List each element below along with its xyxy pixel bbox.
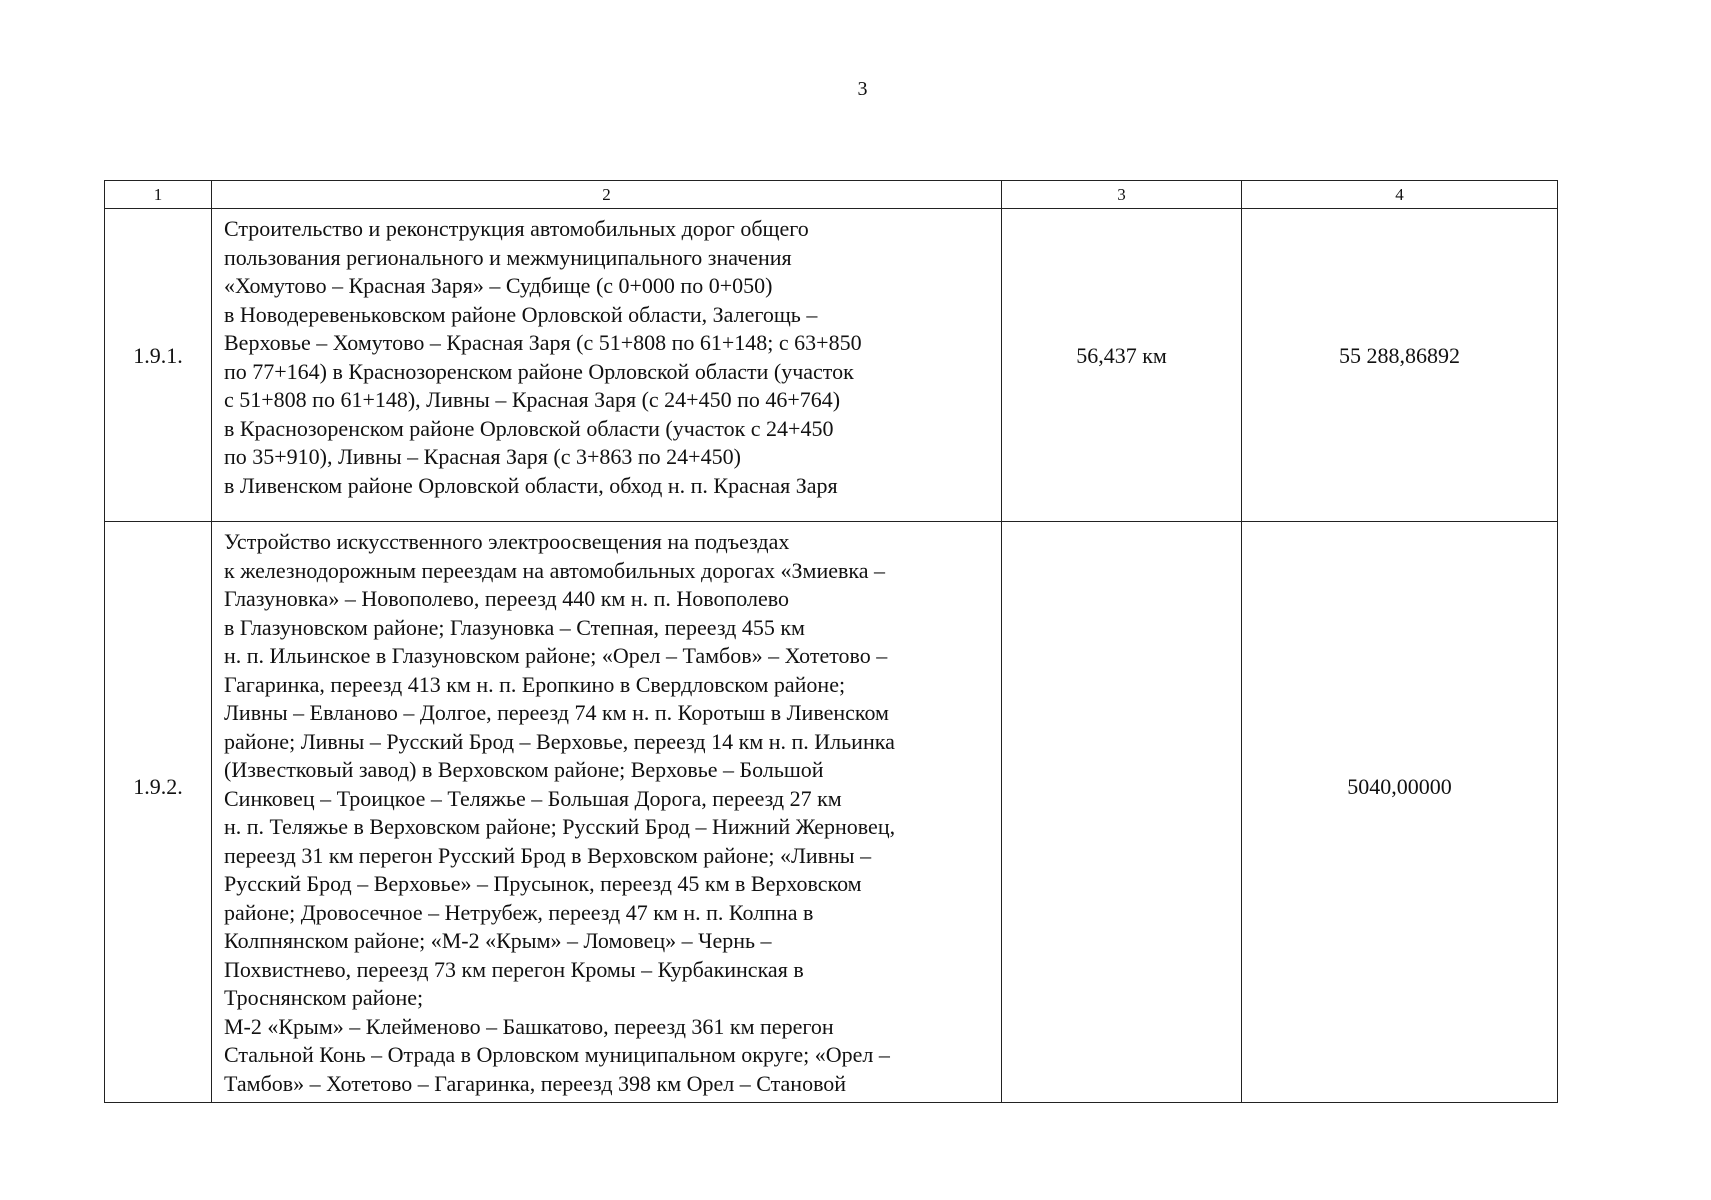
description-line: с 51+808 по 61+148), Ливны – Красная Заря (с 24+450 по 46+764) xyxy=(224,387,841,412)
description-line: Глазуновка» – Новополево, переезд 440 км н. п. Новополево xyxy=(224,586,789,611)
page-number: 3 xyxy=(857,78,868,100)
description-line: Гагаринка, переезд 413 км н. п. Еропкино в Свердловском районе; xyxy=(224,671,846,697)
header-cell-1: 1 xyxy=(105,181,212,209)
description-line: районе; Ливны – Русский Брод – Верховье, переезд 14 км н. п. Ильинка xyxy=(224,728,895,754)
budget-table xyxy=(104,180,1558,1103)
description-line: Стальной Конь – Отрада в Орловском муниципальном округе; «Орел – xyxy=(224,1042,890,1067)
description-line: по 77+164) в Краснозоренском районе Орловской области (участок xyxy=(224,358,854,384)
row-length xyxy=(1002,522,1242,1103)
description-line: «Хомутово – Красная Заря» – Судбище (с 0+000 по 0+050) xyxy=(224,273,773,298)
description-line: в Глазуновском районе; Глазуновка – Степная, переезд 455 км xyxy=(224,614,805,640)
description-line: Русский Брод – Верховье» – Прусынок, переезд 45 км в Верховском xyxy=(224,871,862,896)
row-number: 1.9.2. xyxy=(105,522,212,1103)
description-line: районе; Дровосечное – Нетрубеж, переезд 47 км н. п. Колпна в xyxy=(224,899,814,925)
description-line: в Новодеревеньковском районе Орловской области, Залегощь – xyxy=(224,301,818,327)
table-row xyxy=(105,209,1558,522)
description-line: в Краснозоренском районе Орловской области (участок с 24+450 xyxy=(224,415,834,441)
table-row xyxy=(105,522,1558,1103)
description-line: н. п. Ильинское в Глазуновском районе; «Орел – Тамбов» – Хотетово – xyxy=(224,643,888,668)
description-line: (Известковый завод) в Верховском районе; Верховье – Большой xyxy=(224,757,824,782)
header-cell-3: 3 xyxy=(1002,181,1242,209)
description-line: по 35+910), Ливны – Красная Заря (с 3+863 по 24+450) xyxy=(224,444,741,469)
description-line: Тамбов» – Хотетово – Гагаринка, переезд 398 км Орел – Становой xyxy=(224,1070,847,1096)
description-line: Верховье – Хомутово – Красная Заря (с 51+808 по 61+148; с 63+850 xyxy=(224,330,862,355)
row-description xyxy=(212,522,1002,1103)
description-line: Колпнянском районе; «М-2 «Крым» – Ломовец» – Чернь – xyxy=(224,928,772,953)
description-line: переезд 31 км перегон Русский Брод в Верховском районе; «Ливны – xyxy=(224,842,872,868)
description-line: н. п. Теляжье в Верховском районе; Русский Брод – Нижний Жерновец, xyxy=(224,814,896,839)
header-row xyxy=(105,181,1558,209)
row-description xyxy=(212,209,1002,522)
description-line: Троснянском районе; xyxy=(224,985,424,1010)
header-cell-2: 2 xyxy=(212,181,1002,209)
row-length: 56,437 км xyxy=(1002,209,1242,522)
description-line: Строительство и реконструкция автомобильных дорог общего xyxy=(224,216,809,241)
description-line: М-2 «Крым» – Клейменово – Башкатово, переезд 361 км перегон xyxy=(224,1013,834,1039)
row-amount: 55 288,86892 xyxy=(1242,209,1558,522)
description-line: в Ливенском районе Орловской области, обход н. п. Красная Заря xyxy=(224,472,838,498)
description-line: пользования регионального и межмуниципального значения xyxy=(224,244,792,270)
header-cell-4: 4 xyxy=(1242,181,1558,209)
description-line: к железнодорожным переездам на автомобильных дорогах «Змиевка – xyxy=(224,557,886,583)
row-number: 1.9.1. xyxy=(105,209,212,522)
description-line: Ливны – Евланово – Долгое, переезд 74 км н. п. Коротыш в Ливенском xyxy=(224,700,889,725)
description-line: Похвистнево, переезд 73 км перегон Кромы – Курбакинская в xyxy=(224,956,804,982)
description-line: Синковец – Троицкое – Теляжье – Большая Дорога, переезд 27 км xyxy=(224,785,842,811)
row-amount: 5040,00000 xyxy=(1242,522,1558,1103)
description-line: Устройство искусственного электроосвещения на подъездах xyxy=(224,529,790,554)
